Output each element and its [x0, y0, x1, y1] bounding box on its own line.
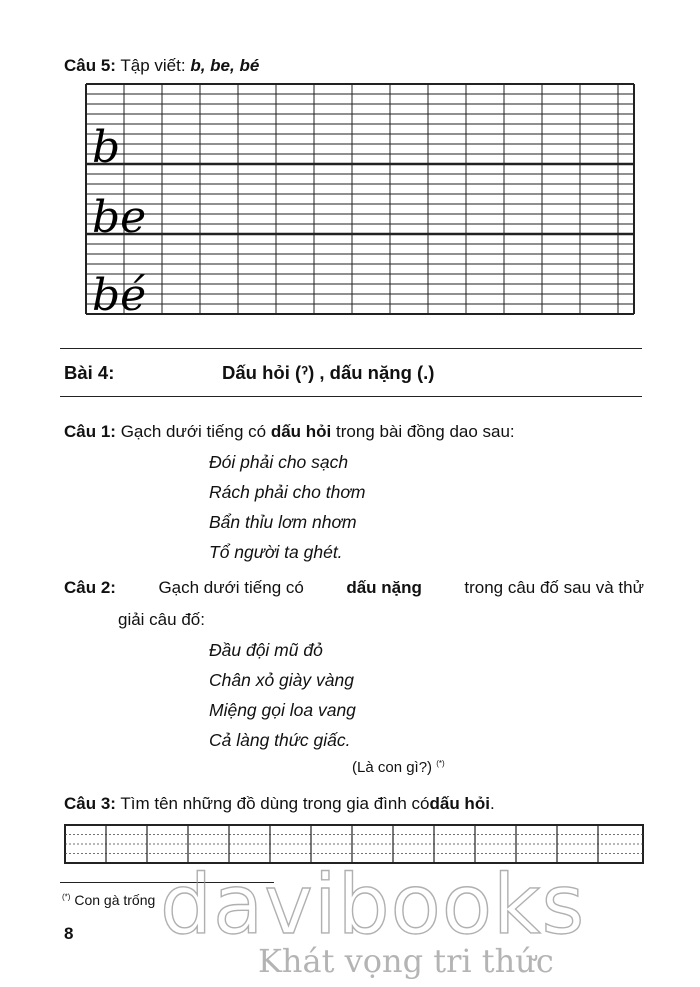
cau2-riddle-line: Miệng gọi loa vang: [209, 700, 356, 720]
cau2-label: Câu 2:: [64, 578, 116, 597]
cau1-poem-line: Đói phải cho sạch: [209, 452, 349, 472]
cau1-text-a: Gạch dưới tiếng có: [120, 422, 267, 441]
cau5-label: Câu 5:: [64, 56, 116, 75]
cau1-poem-line: Rách phải cho thơm: [209, 482, 366, 502]
cau2-text-b: trong câu đố sau và thử: [464, 578, 644, 597]
cau2-text-a: Gạch dưới tiếng có: [158, 578, 304, 597]
footnote: [62, 892, 155, 908]
cau3-question: [64, 794, 495, 814]
cau1-label: Câu 1:: [64, 422, 116, 441]
grid-vertical-lines: [86, 84, 634, 314]
cau2-bold: dấu nặng: [346, 578, 422, 597]
cau2-riddle-line: Chân xỏ giày vàng: [209, 670, 354, 690]
bai4-label: Bài 4:: [64, 362, 115, 383]
cursive-sample-be-acute: bé: [92, 270, 147, 321]
grid-horizontal-lines: [86, 84, 634, 314]
bai4-top-rule: [60, 348, 642, 349]
watermark-brand: davibooks: [160, 858, 586, 953]
handwriting-grid: [80, 80, 640, 320]
cau2-footnote-mark: (*): [436, 759, 445, 768]
page-number: 8: [64, 924, 74, 943]
bai4-bottom-rule: [60, 396, 642, 397]
cursive-sample-be: be: [92, 192, 147, 243]
cau3-bold: dấu hỏi: [429, 794, 490, 813]
footnote-mark: (*): [62, 892, 71, 902]
cau1-bold: dấu hỏi: [270, 422, 332, 441]
cau2-question-text: (Là con gì?): [352, 759, 433, 776]
cau2-text-c: giải câu đố:: [118, 610, 205, 629]
cau3-text-a: Tìm tên những đồ dùng trong gia đình có: [120, 794, 430, 813]
cau5-heading: [64, 56, 259, 76]
cau1-poem-line: Tổ người ta ghét.: [209, 542, 343, 562]
bai4-title: Dấu hỏi (ˀ) , dấu nặng (.): [222, 362, 435, 383]
cau3-text-b: .: [489, 794, 495, 813]
cau2-riddle-line: Cả làng thức giấc.: [209, 730, 351, 750]
footnote-text: Con gà trống: [74, 892, 156, 908]
cau2-riddle-question: [352, 759, 445, 776]
cursive-sample-b: b: [92, 122, 121, 173]
cau1-text-b: trong bài đồng dao sau:: [336, 422, 515, 441]
cau3-label: Câu 3:: [64, 794, 116, 813]
cau2-question: [64, 578, 644, 598]
cau5-words: b, be, bé: [190, 56, 260, 75]
watermark-slogan: Khát vọng tri thức: [258, 942, 554, 980]
cau5-text: Tập viết:: [120, 56, 186, 75]
cau1-poem-line: Bẩn thỉu lơm nhơm: [209, 512, 357, 532]
cau2-riddle-line: Đầu đội mũ đỏ: [209, 640, 323, 660]
cau1-question: [64, 422, 515, 442]
